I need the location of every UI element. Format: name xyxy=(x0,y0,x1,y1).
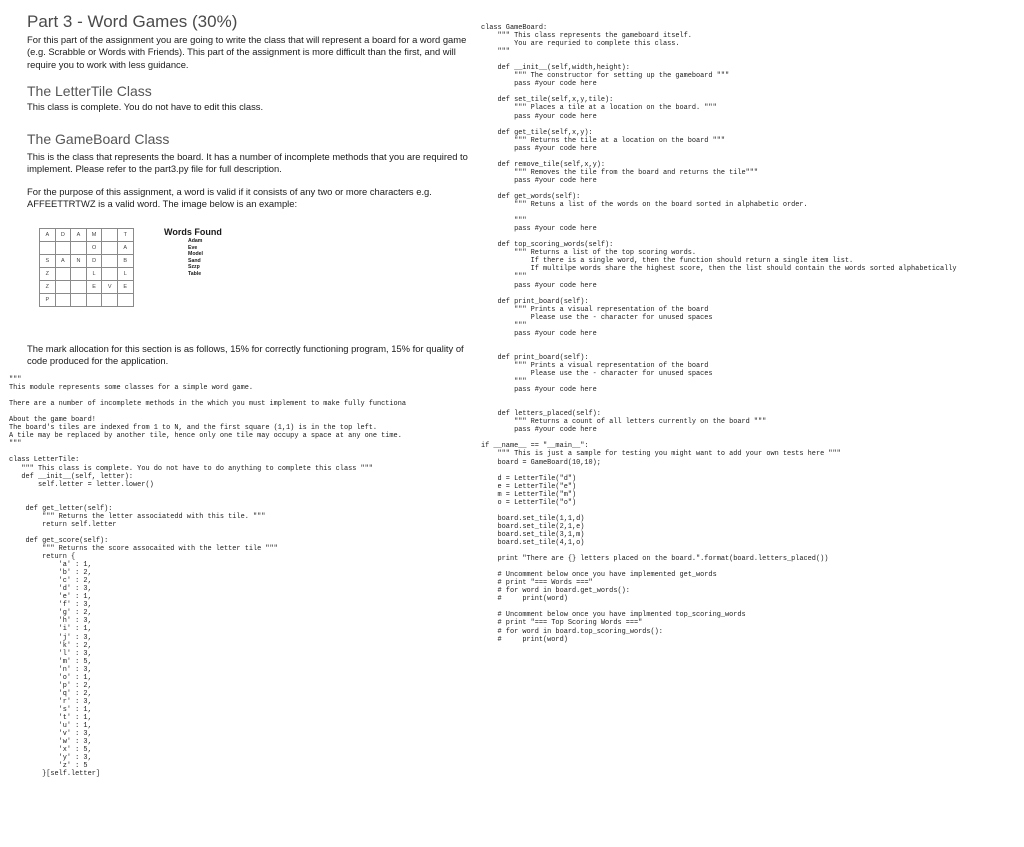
words-found-item: Table xyxy=(188,270,202,277)
board-row xyxy=(40,255,134,268)
words-found-item: Adam xyxy=(188,238,203,244)
mark-allocation-paragraph: The mark allocation for this section is as follows, 15% for correctly functioning program, 15% for quality of code produced for the application. xyxy=(27,343,464,367)
gameboard-heading: The GameBoard Class xyxy=(27,131,170,147)
board-cell: E xyxy=(117,281,133,294)
board-cell: N xyxy=(71,255,87,268)
board-row xyxy=(40,268,134,281)
board-cell: V xyxy=(102,281,118,294)
board-cell: Z xyxy=(40,281,56,294)
assignment-description-panel xyxy=(0,0,478,847)
board-cell: Z xyxy=(40,268,56,281)
board-cell: A xyxy=(40,229,56,242)
board-cell xyxy=(55,281,71,294)
board-cell xyxy=(86,294,102,307)
page-title: Part 3 - Word Games (30%) xyxy=(27,12,238,31)
gameboard-code-panel xyxy=(478,0,1024,740)
board-cell xyxy=(55,268,71,281)
board-row xyxy=(40,242,134,255)
board-cell xyxy=(102,255,118,268)
board-cell: S xyxy=(40,255,56,268)
valid-word-paragraph: For the purpose of this assignment, a word is valid if it consists of any two or more characters e.g. AFFEETTRTWZ is a valid word. The image below is an example: xyxy=(27,186,432,210)
board-cell xyxy=(102,242,118,255)
board-cell: E xyxy=(86,281,102,294)
board-cell xyxy=(102,268,118,281)
words-found-item: Szzp xyxy=(188,264,200,271)
board-cell xyxy=(71,242,87,255)
board-cell xyxy=(71,294,87,307)
board-cell xyxy=(102,294,118,307)
board-cell: A xyxy=(71,229,87,242)
board-cell: O xyxy=(86,242,102,255)
words-found-item: Eve xyxy=(188,244,198,251)
board-cell xyxy=(55,294,71,307)
board-cell xyxy=(40,242,56,255)
board-cell: L xyxy=(117,268,133,281)
board-cell xyxy=(71,281,87,294)
board-cell: D xyxy=(86,255,102,268)
board-cell: A xyxy=(117,242,133,255)
board-row xyxy=(40,229,134,242)
board-cell xyxy=(117,294,133,307)
lettertile-heading: The LetterTile Class xyxy=(27,83,152,99)
board-cell: D xyxy=(55,229,71,242)
words-found-panel xyxy=(164,227,222,278)
lettertile-code-listing: """ This module represents some classes for a simple word game. There are a number of incomplete methods in the which you must implement to make fully functiona About the game board! The board's tiles are indexed from 1 to N, and the first square (1,1) is in the top left. A tile may be replaced by another tile, hence only one tile may occupy a space at any one time. """ class LetterTile: """ This class is complete. You do not have to do anything to complete this class """ def __init__(self, letter): self.letter = letter.lower() def get_letter(self): """ Returns the letter associatedd with this tile. """ return self.letter def get_score(self): """ Returns the score assocaited with the letter tile """ return { 'a' : 1, 'b' : 2, 'c' : 2, 'd' : 3, 'e' : 1, 'f' : 3, 'g' : 2, 'h' : 3, 'i' : 1, 'j' : 3, 'k' : 2, 'l' : 3, 'm' : 5, 'n' : 3, 'o' : 1, 'p' : 2, 'q' : 2, 'r' : 3, 's' : 1, 't' : 1, 'u' : 1, 'v' : 3, 'w' : 3, 'x' : 5, 'y' : 3, 'z' : 5 }[self.letter] xyxy=(9,376,406,779)
words-found-title: Words Found xyxy=(164,227,222,237)
words-found-item: Sand xyxy=(188,257,201,264)
board-cell: M xyxy=(86,229,102,242)
board-row xyxy=(40,281,134,294)
board-cell: T xyxy=(117,229,133,242)
gameboard-paragraph: This is the class that represents the board. It has a number of incomplete methods that you are required to implement. Please refer to the part3.py file for full description. xyxy=(27,151,468,175)
board-cell: B xyxy=(117,255,133,268)
intro-paragraph: For this part of the assignment you are going to write the class that will represent a board for a word game (e.g. Scrabble or Words with Friends). This part of the assignment is more difficult than the first, and will require you to work with less guidance. xyxy=(27,34,467,70)
words-found-item: Model xyxy=(188,251,203,258)
board-cell: P xyxy=(40,294,56,307)
board-cell xyxy=(102,229,118,242)
board-cell: A xyxy=(55,255,71,268)
board-row xyxy=(40,294,134,307)
board-cell: L xyxy=(86,268,102,281)
board-cell xyxy=(55,242,71,255)
gameboard-code-listing: class GameBoard: """ This class represents the gameboard itself. You are requried to complete this class. """ def __init__(self,width,height): """ The constructor for setting up the gameboard """ pass #your code here def set_tile(self,x,y,tile): """ Places a tile at a location on the board. """ pass #your code here def get_tile(self,x,y): """ Returns the tile at a location on the board """ pass #your code here def remove_tile(self,x,y): """ Removes the tile from the board and returns the tile""" pass #your code here def get_words(self): """ Retuns a list of the words on the board sorted in alphabetic order. """ pass #your code here def top_scoring_words(self): """ Returns a list of the top scoring words. If there is a single word, then the function should return a single item list. If multilpe words share the highest score, then the list should contain the words sorted alphabetically """ pass #your code here def print_board(self): """ Prints a visual representation of the board Please use the - character for unused spaces """ pass #your code here def print_board(self): """ Prints a visual representation of the board Please use the - character for unused spaces """ pass #your code here def letters_placed(self): """ Returns a count of all letters currently on the board """ pass #your code here if __name__ == "__main__": """ This is just a sample for testing you might want to add your own tests here """ board = GameBoard(10,10); d = LetterTile("d") e = LetterTile("e") m = LetterTile("m") o = LetterTile("o") board.set_tile(1,1,d) board.set_tile(2,1,e) board.set_tile(3,1,m) board.set_tile(4,1,o) print "There are {} letters placed on the board.".format(board.letters_placed()) # Uncomment below once you have implemented get_words # print "=== Words ===" # for word in board.get_words(): # print(word) # Uncomment below once you have implmented top_scoring_words # print "=== Top Scoring Words ===" # for word in board.top_scoring_words(): # print(word) xyxy=(481,24,957,644)
lettertile-paragraph: This class is complete. You do not have to edit this class. xyxy=(27,101,264,112)
example-board-grid xyxy=(39,228,134,307)
board-cell xyxy=(71,268,87,281)
